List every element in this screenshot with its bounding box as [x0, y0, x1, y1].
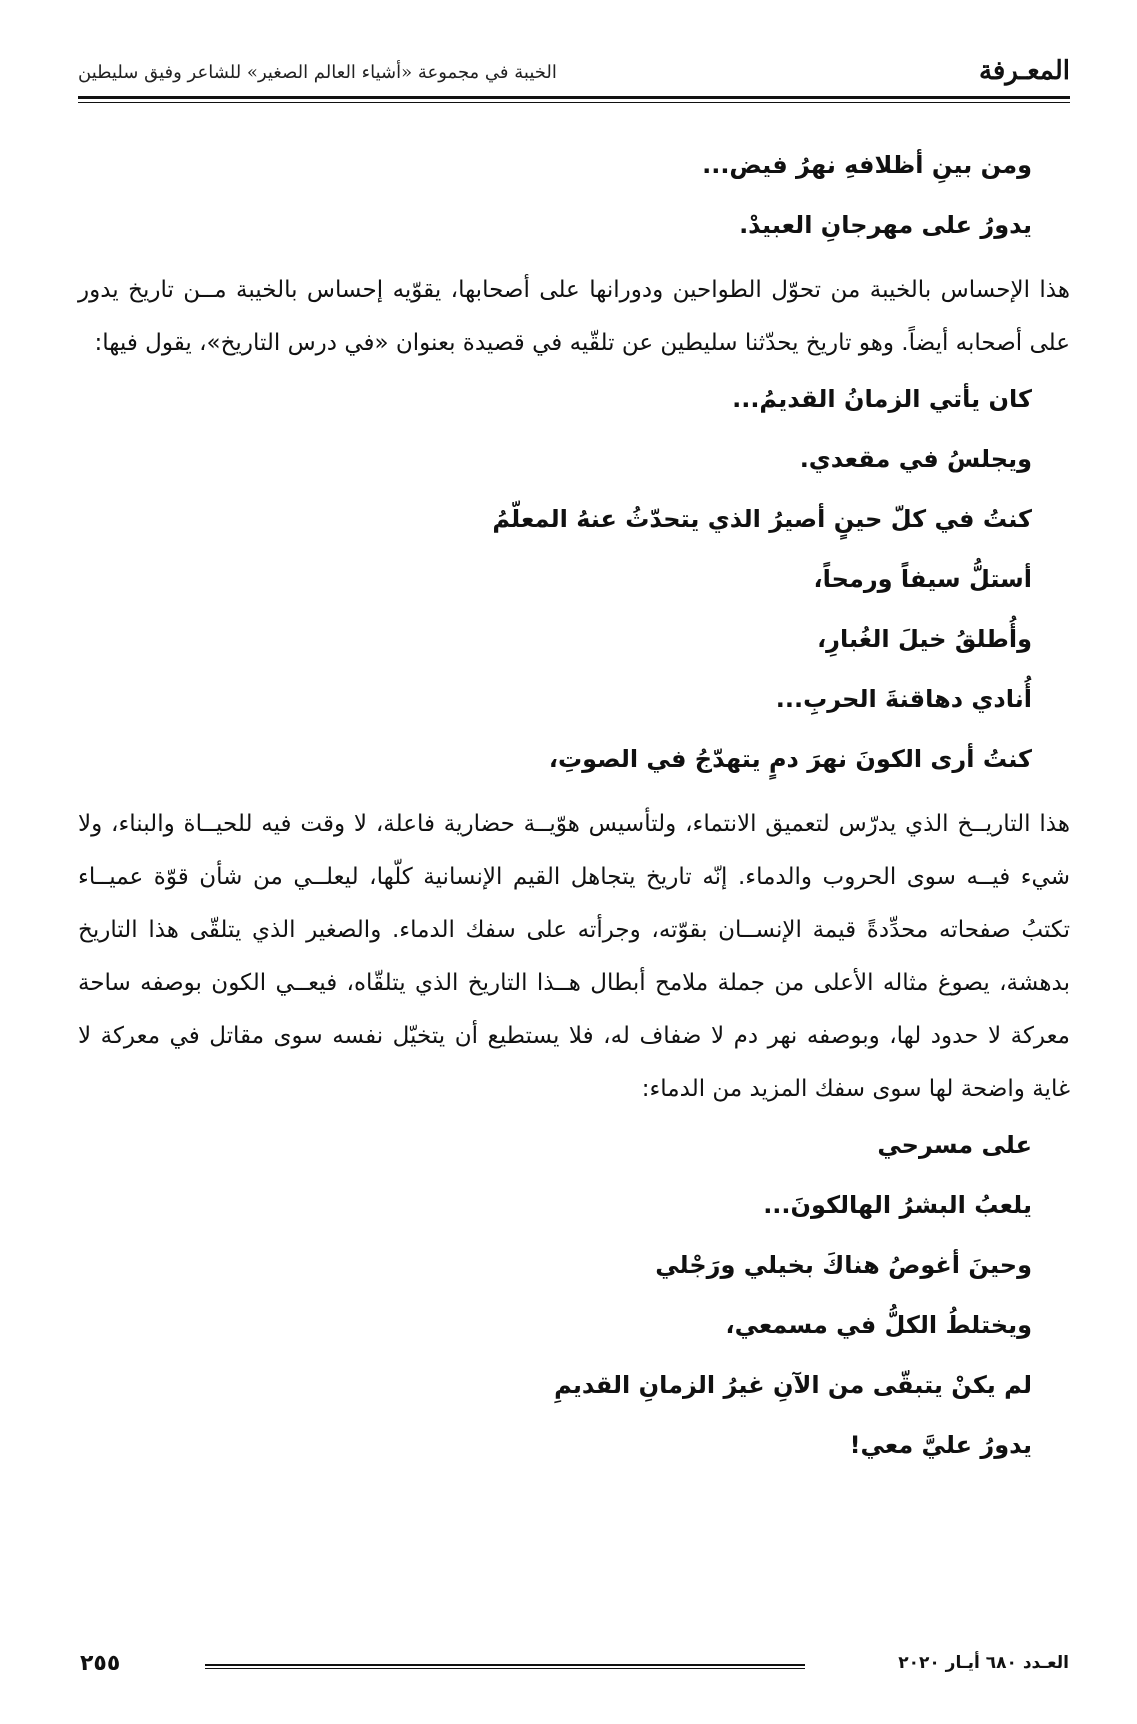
- verse-line: يدورُ عليَّ معي!: [849, 1431, 1032, 1459]
- footer-rule: [205, 1664, 805, 1669]
- verse-line: على مسرحي: [877, 1131, 1032, 1159]
- verse-line: كنتُ في كلّ حينٍ أصيرُ الذي يتحدّثُ عنهُ المعلّمُ: [492, 505, 1032, 533]
- running-title: الخيبة في مجموعة «أشياء العالم الصغير» للشاعر وفيق سليطين: [78, 62, 557, 83]
- verse-line: كان يأتي الزمانُ القديمُ...: [732, 385, 1032, 413]
- page-header: [78, 52, 1070, 98]
- issue-info: العـدد ٦٨٠ أيـار ٢٠٢٠: [898, 1653, 1069, 1673]
- verse-line: يدورُ على مهرجانِ العبيدْ.: [739, 211, 1032, 239]
- verse-line: لم يكنْ يتبقّى من الآنِ غيرُ الزمانِ القديمِ: [554, 1371, 1032, 1399]
- verse-line: ويجلسُ في مقعدي.: [799, 445, 1032, 473]
- verse-line: أستلُّ سيفاً ورمحاً،: [813, 565, 1032, 593]
- verse-line: أُنادي دهاقنةَ الحربِ...: [775, 685, 1032, 713]
- verse-line: وحينَ أغوصُ هناكَ بخيلي ورَجْلي: [655, 1251, 1032, 1279]
- verse-line: يلعبُ البشرُ الهالكونَ...: [763, 1191, 1032, 1219]
- header-rule-thin: [78, 102, 1070, 103]
- verse-line: ويختلطُ الكلُّ في مسمعي،: [725, 1311, 1032, 1339]
- prose-paragraph: هذا التاريــخ الذي يدرّس لتعميق الانتماء، ولتأسيس هوّيــة حضارية فاعلة، لا وقت فيه للحيــاة والبناء، ولا شيء فيــه سوى الحروب والدماء. إنّه تاريخ يتجاهل القيم الإنسانية كلّها، ليعلــي من شأن قوّة عميــاء تكتبُ صفحاته محدِّدةً قيمة الإنســان بقوّته، وجرأته على سفك الدماء. والصغير الذي يتلقّى هذا التاريخ بدهشة، يصوغ مثاله الأعلى من جملة ملامح أبطال هــذا التاريخ الذي يتلقّاه، فيعــي الكون بوصفه ساحة معركة لا حدود لها، وبوصفه نهر دم لا ضفاف له، فلا يستطيع أن يتخيّل نفسه سوى مقاتل في معركة لا غاية واضحة لها سوى سفك المزيد من الدماء:: [78, 811, 1070, 1102]
- page-number: ٢٥٥: [80, 1651, 121, 1676]
- verse-line: وأُطلقُ خيلَ الغُبارِ،: [817, 625, 1032, 653]
- verse-line: كنتُ أرى الكونَ نهرَ دمٍ يتهدّجُ في الصوتِ،: [548, 745, 1032, 773]
- prose-paragraph: هذا الإحساس بالخيبة من تحوّل الطواحين ودورانها على أصحابها، يقوّيه إحساس بالخيبة مــن تاريخ يدور على أصحابه أيضاً. وهو تاريخ يحدّثنا سليطين عن تلقّيه في قصيدة بعنوان «في درس التاريخ»، يقول فيها:: [78, 277, 1070, 356]
- verse-line: ومن بينِ أظلافهِ نهرُ فيض...: [702, 151, 1032, 179]
- journal-logo: المعـرفة: [978, 56, 1070, 86]
- article-body: [78, 150, 1070, 1490]
- header-rule: [78, 96, 1070, 99]
